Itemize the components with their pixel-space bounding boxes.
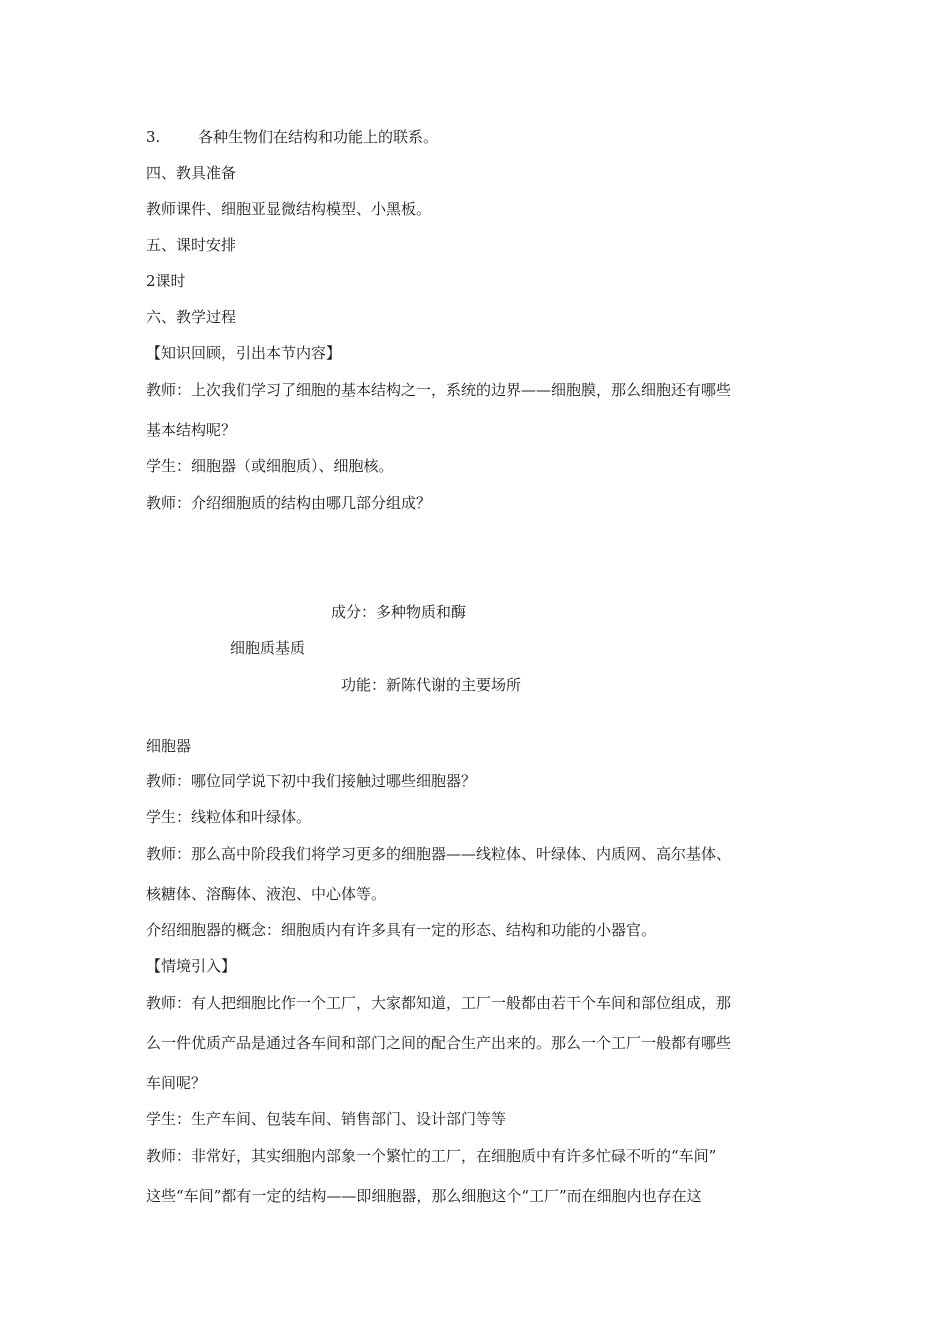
paragraph-teacher-6-cont: 这些“车间”都有一定的结构——即细胞器，那么细胞这个“工厂”而在细胞内也存在这 xyxy=(146,1187,702,1205)
diagram-function: 功能：新陈代谢的主要场所 xyxy=(341,676,522,694)
paragraph-schedule: 2课时 xyxy=(146,272,186,290)
paragraph-teacher-2: 教师：介绍细胞质的结构由哪几部分组成？ xyxy=(146,494,432,512)
paragraph-teacher-5: 教师：有人把细胞比作一个工厂，大家都知道，工厂一般都由若干个车间和部位组成，那 xyxy=(146,994,732,1012)
diagram-organelle: 细胞器 xyxy=(146,737,192,755)
paragraph-organelle-concept: 介绍细胞器的概念：细胞质内有许多具有一定的形态、结构和功能的小器官。 xyxy=(146,921,657,939)
paragraph-student-1: 学生：细胞器（或细胞质）、细胞核。 xyxy=(146,457,394,475)
diagram-composition: 成分：多种物质和酶 xyxy=(331,603,467,621)
list-item-text: 各种生物们在结构和功能上的联系。 xyxy=(198,128,439,146)
section-heading-teaching-aids: 四、教具准备 xyxy=(146,164,237,182)
diagram-cytoplasmic-matrix: 细胞质基质 xyxy=(230,639,306,657)
paragraph-student-3: 学生：生产车间、包装车间、销售部门、设计部门等等 xyxy=(146,1110,507,1128)
paragraph-teacher-6: 教师：非常好，其实细胞内部象一个繁忙的工厂，在细胞质中有许多忙碌不听的“车间” xyxy=(146,1147,717,1165)
subheading-scenario: 【情境引入】 xyxy=(146,957,237,975)
paragraph-teaching-aids: 教师课件、细胞亚显微结构模型、小黑板。 xyxy=(146,200,432,218)
paragraph-student-2: 学生：线粒体和叶绿体。 xyxy=(146,808,312,826)
paragraph-teacher-5-cont-1: 么一件优质产品是通过各车间和部门之间的配合生产出来的。那么一个工厂一般都有哪些 xyxy=(146,1034,732,1052)
paragraph-teacher-5-cont-2: 车间呢？ xyxy=(146,1074,207,1092)
list-item-3 xyxy=(146,127,438,147)
subheading-review: 【知识回顾，引出本节内容】 xyxy=(146,344,342,362)
section-heading-schedule: 五、课时安排 xyxy=(146,236,237,254)
paragraph-teacher-4-cont: 核糖体、溶酶体、液泡、中心体等。 xyxy=(146,885,387,903)
paragraph-teacher-1: 教师：上次我们学习了细胞的基本结构之一，系统的边界——细胞膜，那么细胞还有哪些 xyxy=(146,381,732,399)
list-number: 3. xyxy=(146,128,161,146)
paragraph-teacher-3: 教师：哪位同学说下初中我们接触过哪些细胞器？ xyxy=(146,772,477,790)
paragraph-teacher-4: 教师：那么高中阶段我们将学习更多的细胞器——线粒体、叶绿体、内质网、高尔基体、 xyxy=(146,845,732,863)
paragraph-teacher-1-cont: 基本结构呢？ xyxy=(146,421,237,439)
section-heading-process: 六、教学过程 xyxy=(146,308,237,326)
